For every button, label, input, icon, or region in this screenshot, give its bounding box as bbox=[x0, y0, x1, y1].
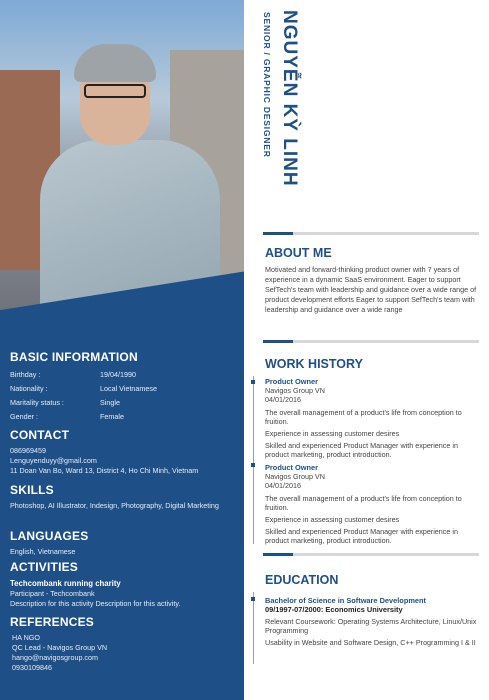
education-entry bbox=[265, 596, 480, 647]
contact-heading: CONTACT bbox=[10, 428, 70, 442]
job-desc: Experience in assessing customer desires bbox=[265, 429, 400, 438]
contact-phone: 086969459 bbox=[10, 446, 46, 455]
languages-heading: LANGUAGES bbox=[10, 529, 89, 543]
timeline-marker bbox=[251, 463, 255, 467]
job-desc: The overall management of a product's life from conception to fruition. bbox=[265, 494, 462, 512]
job-date: 04/01/2016 bbox=[265, 481, 301, 490]
info-row bbox=[10, 410, 238, 424]
job-desc: Skilled and experienced Product Manager with experience in product marketing, product introduction. bbox=[265, 441, 458, 459]
job-company: Navigos Group VN bbox=[265, 472, 325, 481]
candidate-role: SENIOR / GRAPHIC DESIGNER bbox=[262, 12, 272, 158]
education-desc: Relevant Coursework: Operating Systems Architecture, Linux/Unix Programming bbox=[265, 617, 477, 635]
languages-section bbox=[10, 529, 238, 557]
education-heading: EDUCATION bbox=[265, 573, 339, 587]
education-desc: Usability in Website and Software Design, C++ Programming I & II bbox=[265, 638, 476, 647]
job-desc: Skilled and experienced Product Manager with experience in product marketing, product introduction. bbox=[265, 527, 458, 545]
references-section bbox=[10, 615, 238, 673]
activity-role: Participant - Techcombank bbox=[10, 589, 95, 598]
candidate-name: NGUYỄN KỲ LINH bbox=[279, 10, 300, 187]
section-divider bbox=[263, 232, 479, 235]
skills-section bbox=[10, 483, 238, 511]
photo-person-glasses bbox=[84, 84, 146, 98]
info-value: 19/04/1990 bbox=[100, 370, 136, 379]
education-timeline-line bbox=[253, 592, 254, 664]
job-title: Product Owner bbox=[265, 377, 318, 386]
info-key: Gender : bbox=[10, 412, 38, 421]
skills-heading: SKILLS bbox=[10, 483, 54, 497]
education-period: 09/1997-07/2000: Economics University bbox=[265, 605, 403, 614]
job-desc: Experience in assessing customer desires bbox=[265, 515, 400, 524]
info-key: Birthday : bbox=[10, 370, 41, 379]
reference-email[interactable]: hango@navigosgroup.com bbox=[12, 653, 99, 662]
info-row bbox=[10, 368, 238, 382]
reference-phone: 0930109846 bbox=[12, 663, 52, 672]
contact-email[interactable]: Lenguyenduyy@gmail.com bbox=[10, 456, 97, 465]
timeline-marker bbox=[251, 380, 255, 384]
languages-text: English, Vietnamese bbox=[10, 547, 76, 556]
references-heading: REFERENCES bbox=[10, 615, 95, 629]
contact-section bbox=[10, 428, 238, 476]
work-entry bbox=[265, 377, 480, 459]
job-company: Navigos Group VN bbox=[265, 386, 325, 395]
section-divider bbox=[263, 553, 479, 556]
job-date: 04/01/2016 bbox=[265, 395, 301, 404]
reference-position: QC Lead - Navigos Group VN bbox=[12, 643, 108, 652]
reference-name: HA NGO bbox=[12, 633, 40, 642]
activity-desc: Description for this activity Description for this activity. bbox=[10, 599, 181, 608]
info-value: Female bbox=[100, 412, 124, 421]
activities-heading: ACTIVITIES bbox=[10, 560, 79, 574]
about-text: Motivated and forward-thinking product owner with 7 years of experience in a dynamic SaaS environment. Eager to support SefTech's team with leadership and guidance over a wide range of product development efforts Eager to support SefTech's team with leadership and guidance over a wide range bbox=[265, 265, 477, 314]
contact-address: 11 Doan Van Bo, Ward 13, District 4, Ho Chi Minh, Vietnam bbox=[10, 466, 199, 475]
section-divider bbox=[263, 340, 479, 343]
info-value: Single bbox=[100, 398, 120, 407]
activities-section bbox=[10, 560, 238, 609]
job-desc: The overall management of a product's life from conception to fruition. bbox=[265, 408, 462, 426]
basic-info-heading: BASIC INFORMATION bbox=[10, 350, 138, 364]
about-heading: ABOUT ME bbox=[265, 246, 332, 260]
info-key: Maritality status : bbox=[10, 398, 64, 407]
info-row bbox=[10, 396, 238, 410]
work-heading: WORK HISTORY bbox=[265, 357, 363, 371]
info-key: Nationality : bbox=[10, 384, 48, 393]
profile-photo bbox=[0, 0, 244, 330]
work-timeline-line bbox=[253, 376, 254, 544]
info-row bbox=[10, 382, 238, 396]
activity-title: Techcombank running charity bbox=[10, 579, 121, 588]
basic-info-section bbox=[10, 350, 238, 424]
photo-person-beanie bbox=[74, 44, 156, 82]
education-degree: Bachelor of Science in Software Development bbox=[265, 596, 426, 605]
info-value: Local Vietnamese bbox=[100, 384, 158, 393]
timeline-marker bbox=[251, 597, 255, 601]
job-title: Product Owner bbox=[265, 463, 318, 472]
work-entry bbox=[265, 463, 480, 545]
skills-text: Photoshop, AI Illustrator, Indesign, Photography, Digital Marketing bbox=[10, 501, 219, 510]
